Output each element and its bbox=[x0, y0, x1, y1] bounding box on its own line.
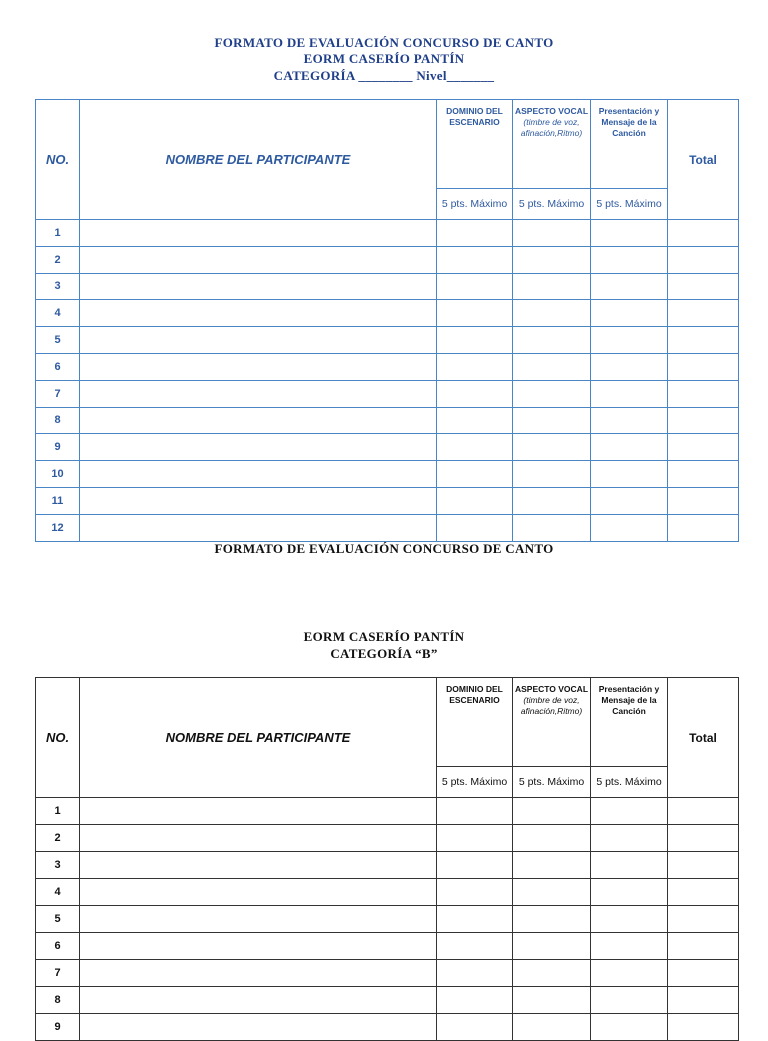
score-presentation-cell[interactable] bbox=[591, 380, 668, 407]
row-number: 5 bbox=[36, 906, 80, 933]
row-number: 3 bbox=[36, 852, 80, 879]
table-row bbox=[36, 327, 739, 354]
criterion-label: DOMINIO DEL ESCENARIO bbox=[446, 106, 503, 127]
total-score-cell[interactable] bbox=[668, 798, 739, 825]
score-stage-mastery-cell[interactable] bbox=[437, 933, 513, 960]
score-vocal-aspect-cell[interactable] bbox=[513, 327, 591, 354]
max-points-vocal-aspect: 5 pts. Máximo bbox=[513, 767, 591, 798]
total-score-cell[interactable] bbox=[668, 353, 739, 380]
total-score-cell[interactable] bbox=[668, 852, 739, 879]
column-header-vocal-aspect bbox=[513, 100, 591, 189]
score-presentation-cell[interactable] bbox=[591, 514, 668, 541]
participant-name-cell[interactable] bbox=[80, 852, 437, 879]
score-presentation-cell[interactable] bbox=[591, 327, 668, 354]
participant-name-cell[interactable] bbox=[80, 933, 437, 960]
score-stage-mastery-cell[interactable] bbox=[437, 487, 513, 514]
participant-name-cell[interactable] bbox=[80, 487, 437, 514]
row-number: 3 bbox=[36, 273, 80, 300]
participant-name-cell[interactable] bbox=[80, 825, 437, 852]
max-points-stage-mastery: 5 pts. Máximo bbox=[437, 767, 513, 798]
score-stage-mastery-cell[interactable] bbox=[437, 380, 513, 407]
participant-name-cell[interactable] bbox=[80, 1014, 437, 1041]
score-presentation-cell[interactable] bbox=[591, 798, 668, 825]
total-score-cell[interactable] bbox=[668, 434, 739, 461]
column-header-vocal-aspect bbox=[513, 678, 591, 767]
score-vocal-aspect-cell[interactable] bbox=[513, 987, 591, 1014]
table-row bbox=[36, 300, 739, 327]
participant-name-cell[interactable] bbox=[80, 434, 437, 461]
total-score-cell[interactable] bbox=[668, 1014, 739, 1041]
column-header-no: NO. bbox=[36, 678, 80, 798]
max-points-presentation: 5 pts. Máximo bbox=[591, 767, 668, 798]
table-row bbox=[36, 461, 739, 488]
total-score-cell[interactable] bbox=[668, 220, 739, 247]
table-row bbox=[36, 487, 739, 514]
participant-name-cell[interactable] bbox=[80, 960, 437, 987]
row-number: 8 bbox=[36, 407, 80, 434]
column-header-stage-mastery bbox=[437, 678, 513, 767]
form1-title-line1: FORMATO DE EVALUACIÓN CONCURSO DE CANTO bbox=[214, 35, 554, 50]
column-header-stage-mastery bbox=[437, 100, 513, 189]
score-presentation-cell[interactable] bbox=[591, 220, 668, 247]
participant-name-cell[interactable] bbox=[80, 300, 437, 327]
score-vocal-aspect-cell[interactable] bbox=[513, 407, 591, 434]
table-row bbox=[36, 906, 739, 933]
row-number: 4 bbox=[36, 879, 80, 906]
row-number: 10 bbox=[36, 461, 80, 488]
form1-title-line2: EORM CASERÍO PANTÍN bbox=[303, 51, 465, 66]
row-number: 7 bbox=[36, 380, 80, 407]
total-score-cell[interactable] bbox=[668, 273, 739, 300]
row-number: 2 bbox=[36, 825, 80, 852]
score-stage-mastery-cell[interactable] bbox=[437, 1014, 513, 1041]
participant-name-cell[interactable] bbox=[80, 879, 437, 906]
criterion-detail: (timbre de voz, afinación,Ritmo) bbox=[520, 695, 583, 716]
form1-title-line3: CATEGORÍA ________ Nivel_______ bbox=[273, 68, 495, 83]
score-presentation-cell[interactable] bbox=[591, 300, 668, 327]
table-row bbox=[36, 220, 739, 247]
criterion-label: DOMINIO DEL ESCENARIO bbox=[446, 684, 503, 705]
column-header-total: Total bbox=[668, 678, 739, 798]
score-stage-mastery-cell[interactable] bbox=[437, 852, 513, 879]
total-score-cell[interactable] bbox=[668, 879, 739, 906]
total-score-cell[interactable] bbox=[668, 487, 739, 514]
table-row bbox=[36, 407, 739, 434]
total-score-cell[interactable] bbox=[668, 987, 739, 1014]
form2-evaluation-table bbox=[35, 677, 739, 1041]
score-presentation-cell[interactable] bbox=[591, 246, 668, 273]
table-row bbox=[36, 960, 739, 987]
table-row bbox=[36, 852, 739, 879]
score-vocal-aspect-cell[interactable] bbox=[513, 273, 591, 300]
total-score-cell[interactable] bbox=[668, 300, 739, 327]
score-vocal-aspect-cell[interactable] bbox=[513, 1014, 591, 1041]
table-row bbox=[36, 825, 739, 852]
table-row bbox=[36, 380, 739, 407]
score-vocal-aspect-cell[interactable] bbox=[513, 852, 591, 879]
table-row bbox=[36, 933, 739, 960]
score-vocal-aspect-cell[interactable] bbox=[513, 879, 591, 906]
participant-name-cell[interactable] bbox=[80, 798, 437, 825]
score-vocal-aspect-cell[interactable] bbox=[513, 434, 591, 461]
score-presentation-cell[interactable] bbox=[591, 407, 668, 434]
total-score-cell[interactable] bbox=[668, 825, 739, 852]
column-header-no: NO. bbox=[36, 100, 80, 220]
score-stage-mastery-cell[interactable] bbox=[437, 514, 513, 541]
total-score-cell[interactable] bbox=[668, 407, 739, 434]
score-presentation-cell[interactable] bbox=[591, 353, 668, 380]
score-presentation-cell[interactable] bbox=[591, 273, 668, 300]
score-stage-mastery-cell[interactable] bbox=[437, 407, 513, 434]
table-row bbox=[36, 273, 739, 300]
score-presentation-cell[interactable] bbox=[591, 987, 668, 1014]
score-presentation-cell[interactable] bbox=[591, 461, 668, 488]
score-presentation-cell[interactable] bbox=[591, 852, 668, 879]
column-header-presentation bbox=[591, 100, 668, 189]
score-presentation-cell[interactable] bbox=[591, 960, 668, 987]
total-score-cell[interactable] bbox=[668, 960, 739, 987]
score-stage-mastery-cell[interactable] bbox=[437, 434, 513, 461]
score-vocal-aspect-cell[interactable] bbox=[513, 960, 591, 987]
score-vocal-aspect-cell[interactable] bbox=[513, 353, 591, 380]
form2-title-line3: CATEGORÍA “B” bbox=[330, 646, 438, 661]
table-row bbox=[36, 879, 739, 906]
score-vocal-aspect-cell[interactable] bbox=[513, 906, 591, 933]
participant-name-cell[interactable] bbox=[80, 514, 437, 541]
row-number: 12 bbox=[36, 514, 80, 541]
score-stage-mastery-cell[interactable] bbox=[437, 798, 513, 825]
total-score-cell[interactable] bbox=[668, 380, 739, 407]
participant-name-cell[interactable] bbox=[80, 220, 437, 247]
criterion-label: ASPECTO VOCAL bbox=[514, 106, 589, 116]
row-number: 9 bbox=[36, 434, 80, 461]
score-vocal-aspect-cell[interactable] bbox=[513, 798, 591, 825]
column-header-participant-name: NOMBRE DEL PARTICIPANTE bbox=[80, 100, 437, 220]
row-number: 1 bbox=[36, 798, 80, 825]
criterion-label: ASPECTO VOCAL bbox=[514, 684, 589, 694]
row-number: 5 bbox=[36, 327, 80, 354]
max-points-vocal-aspect: 5 pts. Máximo bbox=[513, 189, 591, 220]
score-stage-mastery-cell[interactable] bbox=[437, 300, 513, 327]
score-presentation-cell[interactable] bbox=[591, 487, 668, 514]
form2-title-line2: EORM CASERÍO PANTÍN bbox=[303, 629, 465, 644]
participant-name-cell[interactable] bbox=[80, 906, 437, 933]
row-number: 7 bbox=[36, 960, 80, 987]
total-score-cell[interactable] bbox=[668, 327, 739, 354]
participant-name-cell[interactable] bbox=[80, 461, 437, 488]
participant-name-cell[interactable] bbox=[80, 987, 437, 1014]
score-presentation-cell[interactable] bbox=[591, 933, 668, 960]
total-score-cell[interactable] bbox=[668, 933, 739, 960]
score-vocal-aspect-cell[interactable] bbox=[513, 220, 591, 247]
score-stage-mastery-cell[interactable] bbox=[437, 825, 513, 852]
row-number: 4 bbox=[36, 300, 80, 327]
column-header-total: Total bbox=[668, 100, 739, 220]
form1-evaluation-table bbox=[35, 99, 739, 542]
score-vocal-aspect-cell[interactable] bbox=[513, 487, 591, 514]
score-stage-mastery-cell[interactable] bbox=[437, 220, 513, 247]
max-points-stage-mastery: 5 pts. Máximo bbox=[437, 189, 513, 220]
row-number: 8 bbox=[36, 987, 80, 1014]
total-score-cell[interactable] bbox=[668, 461, 739, 488]
form2-title-line1: FORMATO DE EVALUACIÓN CONCURSO DE CANTO bbox=[214, 541, 554, 556]
max-points-presentation: 5 pts. Máximo bbox=[591, 189, 668, 220]
score-presentation-cell[interactable] bbox=[591, 906, 668, 933]
score-vocal-aspect-cell[interactable] bbox=[513, 380, 591, 407]
score-vocal-aspect-cell[interactable] bbox=[513, 461, 591, 488]
total-score-cell[interactable] bbox=[668, 906, 739, 933]
participant-name-cell[interactable] bbox=[80, 273, 437, 300]
criterion-detail: (timbre de voz, afinación,Ritmo) bbox=[520, 117, 583, 138]
score-vocal-aspect-cell[interactable] bbox=[513, 514, 591, 541]
total-score-cell[interactable] bbox=[668, 514, 739, 541]
table-row bbox=[36, 353, 739, 380]
score-stage-mastery-cell[interactable] bbox=[437, 273, 513, 300]
score-vocal-aspect-cell[interactable] bbox=[513, 825, 591, 852]
score-stage-mastery-cell[interactable] bbox=[437, 327, 513, 354]
row-number: 11 bbox=[36, 487, 80, 514]
score-presentation-cell[interactable] bbox=[591, 434, 668, 461]
row-number: 2 bbox=[36, 246, 80, 273]
score-stage-mastery-cell[interactable] bbox=[437, 987, 513, 1014]
table-row bbox=[36, 987, 739, 1014]
table-row bbox=[36, 246, 739, 273]
score-stage-mastery-cell[interactable] bbox=[437, 353, 513, 380]
score-stage-mastery-cell[interactable] bbox=[437, 906, 513, 933]
participant-name-cell[interactable] bbox=[80, 380, 437, 407]
table-row bbox=[36, 434, 739, 461]
participant-name-cell[interactable] bbox=[80, 327, 437, 354]
row-number: 1 bbox=[36, 220, 80, 247]
score-vocal-aspect-cell[interactable] bbox=[513, 246, 591, 273]
score-stage-mastery-cell[interactable] bbox=[437, 246, 513, 273]
score-presentation-cell[interactable] bbox=[591, 879, 668, 906]
score-vocal-aspect-cell[interactable] bbox=[513, 933, 591, 960]
criterion-label: Presentación y Mensaje de la Canción bbox=[598, 106, 660, 138]
participant-name-cell[interactable] bbox=[80, 246, 437, 273]
row-number: 9 bbox=[36, 1014, 80, 1041]
participant-name-cell[interactable] bbox=[80, 353, 437, 380]
row-number: 6 bbox=[36, 353, 80, 380]
column-header-presentation bbox=[591, 678, 668, 767]
score-stage-mastery-cell[interactable] bbox=[437, 461, 513, 488]
row-number: 6 bbox=[36, 933, 80, 960]
score-presentation-cell[interactable] bbox=[591, 1014, 668, 1041]
table-row bbox=[36, 514, 739, 541]
score-presentation-cell[interactable] bbox=[591, 825, 668, 852]
table-row bbox=[36, 798, 739, 825]
table-row bbox=[36, 1014, 739, 1041]
participant-name-cell[interactable] bbox=[80, 407, 437, 434]
column-header-participant-name: NOMBRE DEL PARTICIPANTE bbox=[80, 678, 437, 798]
score-stage-mastery-cell[interactable] bbox=[437, 960, 513, 987]
score-stage-mastery-cell[interactable] bbox=[437, 879, 513, 906]
criterion-label: Presentación y Mensaje de la Canción bbox=[598, 684, 660, 716]
total-score-cell[interactable] bbox=[668, 246, 739, 273]
score-vocal-aspect-cell[interactable] bbox=[513, 300, 591, 327]
